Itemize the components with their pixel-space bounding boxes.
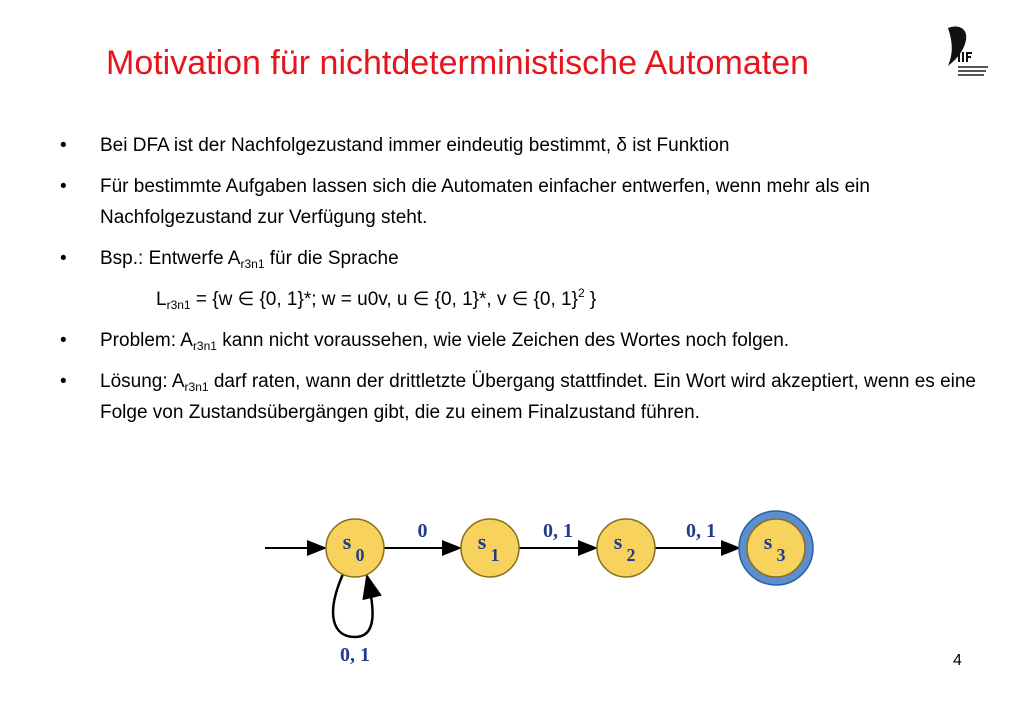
state-label: s xyxy=(342,529,352,554)
transition-label: 0, 1 xyxy=(686,520,716,542)
state-index: 3 xyxy=(776,545,786,565)
bullet-dot: • xyxy=(60,330,67,351)
state-label: s xyxy=(613,529,623,554)
bullet-item xyxy=(60,366,980,428)
state-label: s xyxy=(477,529,487,554)
language-formula xyxy=(60,284,980,315)
bullet-subscript: r3n1 xyxy=(192,339,217,353)
formula-close: } xyxy=(584,289,597,310)
state-index: 0 xyxy=(355,545,365,565)
bullet-text: Bei DFA ist der Nachfolgezustand immer eindeutig bestimmt, δ ist Funktion xyxy=(100,135,730,156)
bullet-dot: • xyxy=(60,371,67,392)
bullet-dot: • xyxy=(60,176,67,197)
bullet-dot: • xyxy=(60,135,67,156)
bullet-subscript: r3n1 xyxy=(240,257,265,271)
formula-symbol: L xyxy=(156,289,167,310)
formula-body: = {w ∈ {0, 1}*; w = u0v, u ∈ {0, 1}*, v ∈ {0, 1} xyxy=(190,289,578,310)
transition-label: 0, 1 xyxy=(543,520,573,542)
page-number: 4 xyxy=(953,652,962,669)
state-index: 1 xyxy=(490,545,500,565)
bullet-text: Lösung: A xyxy=(100,371,185,392)
bullet-text: Bsp.: Entwerfe A xyxy=(100,248,241,269)
self-loop-arrow xyxy=(333,574,372,637)
automaton-diagram xyxy=(255,505,825,675)
formula-superscript: 2 xyxy=(577,286,585,300)
bullet-item xyxy=(60,243,980,274)
bullet-subscript: r3n1 xyxy=(184,380,209,394)
state-label: s xyxy=(763,529,773,554)
bullet-text: Für bestimmte Aufgaben lassen sich die Automaten einfacher entwerfen, wenn mehr als ein Nachfolgezustand zur Verfügung steht. xyxy=(100,176,870,228)
institute-logo xyxy=(934,22,994,82)
bullet-dot: • xyxy=(60,248,67,269)
bullet-text: Problem: A xyxy=(100,330,193,351)
bullet-item xyxy=(60,130,980,161)
state-index: 2 xyxy=(626,545,636,565)
bullet-text: kann nicht voraussehen, wie viele Zeichen des Wortes noch folgen. xyxy=(216,330,790,351)
bullet-text: darf raten, wann der drittletzte Übergang stattfindet. Ein Wort wird akzeptiert, wenn es eine Folge von Zustandsübergängen gibt, die zu einem Finalzustand führen. xyxy=(100,371,976,423)
transition-label: 0 xyxy=(417,520,428,542)
bullet-list xyxy=(60,130,980,438)
bullet-item xyxy=(60,171,980,233)
slide-title: Motivation für nichtdeterministische Automaten xyxy=(106,44,810,82)
bullet-text: für die Sprache xyxy=(264,248,399,269)
self-loop-label: 0, 1 xyxy=(340,644,370,666)
formula-subscript: r3n1 xyxy=(166,298,191,312)
bullet-item xyxy=(60,325,980,356)
